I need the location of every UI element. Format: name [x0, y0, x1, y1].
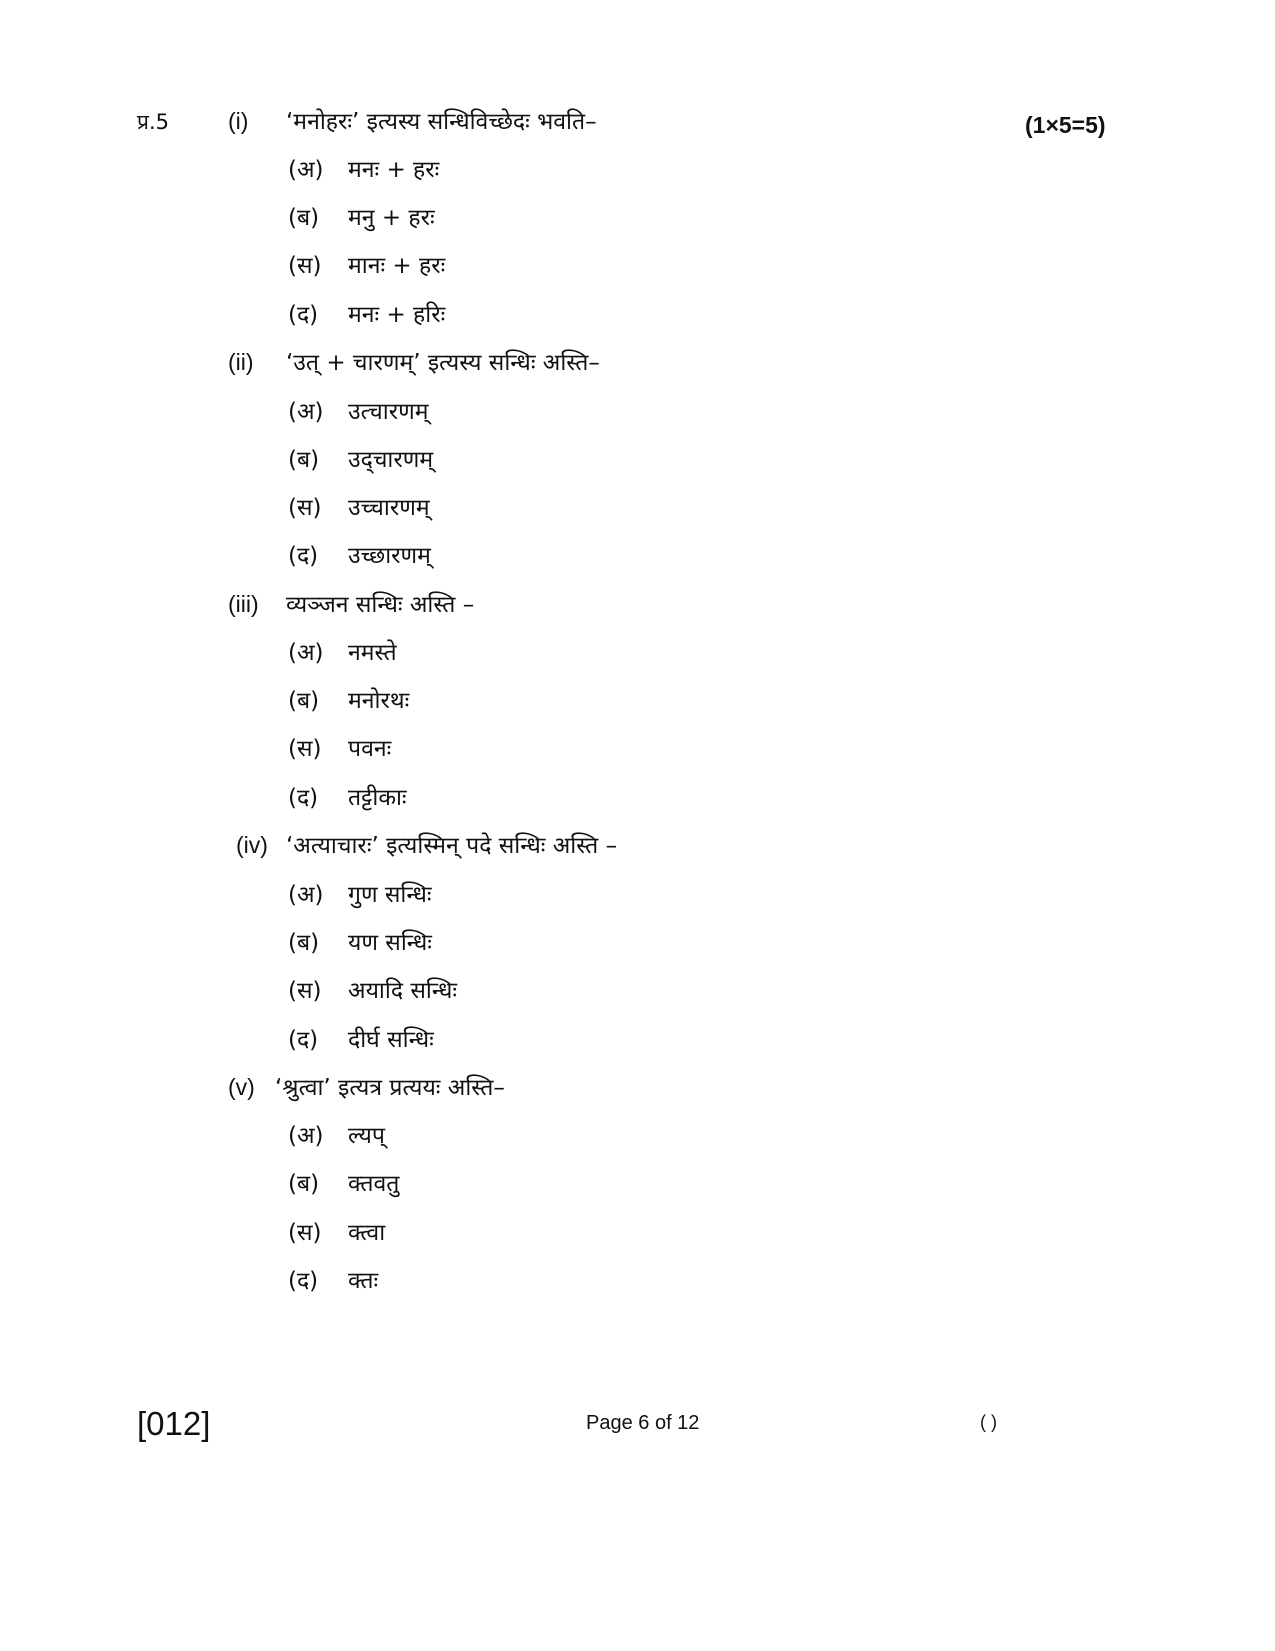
option-text: यण सन्धिः: [348, 930, 432, 956]
option-label: (स): [288, 253, 322, 279]
option-item: [288, 152, 439, 184]
option-label: (अ): [288, 882, 324, 908]
option-item: [288, 683, 409, 715]
option-text: मनोरथः: [348, 688, 410, 714]
option-label: (अ): [288, 1123, 324, 1149]
option-text: क्त्वा: [348, 1220, 386, 1246]
option-label: (द): [288, 302, 319, 328]
option-item: [288, 1215, 385, 1247]
subquestion-text: ‘अत्याचारः’ इत्यस्मिन् पदे सन्धिः अस्ति –: [286, 833, 618, 859]
option-text: उद्चारणम्: [348, 447, 434, 473]
option-label: (ब): [288, 205, 320, 231]
subquestion-3: [228, 587, 474, 619]
option-label: (द): [288, 785, 319, 811]
paper-code: [012]: [137, 1405, 211, 1442]
subquestion-number: (iv): [236, 832, 268, 858]
option-label: (अ): [288, 157, 324, 183]
option-item: [288, 1166, 399, 1198]
page-number: Page 6 of 12: [586, 1412, 700, 1434]
option-text: क्तवतु: [348, 1171, 400, 1197]
option-item: [288, 973, 457, 1005]
option-text: उच्चारणम्: [348, 495, 430, 521]
option-text: नमस्ते: [348, 640, 397, 666]
option-item: [288, 1022, 434, 1054]
option-label: (स): [288, 978, 322, 1004]
option-text: मनः + हरिः: [348, 302, 446, 328]
option-text: उत्चारणम्: [348, 399, 429, 425]
subquestion-5: [228, 1070, 505, 1102]
option-item: [288, 731, 391, 763]
option-text: पवनः: [348, 736, 392, 762]
option-item: [288, 442, 433, 474]
option-label: (द): [288, 1268, 319, 1294]
option-text: उच्छारणम्: [348, 543, 431, 569]
subquestion-1: [228, 104, 597, 136]
subquestion-text: व्यञ्जन सन्धिः अस्ति –: [286, 592, 475, 618]
subquestion-text: ‘श्रुत्वा’ इत्यत्र प्रत्ययः अस्ति–: [275, 1075, 505, 1101]
option-label: (स): [288, 736, 322, 762]
option-item: [288, 538, 431, 570]
option-item: [288, 490, 430, 522]
subquestion-number: (ii): [228, 349, 254, 375]
option-label: (ब): [288, 447, 320, 473]
option-label: (अ): [288, 399, 324, 425]
option-label: (द): [288, 543, 319, 569]
option-text: दीर्घ सन्धिः: [348, 1027, 434, 1053]
option-text: अयादि सन्धिः: [348, 978, 458, 1004]
marks-allocation: (1×5=5): [1025, 112, 1106, 138]
option-item: [288, 780, 407, 812]
option-text: गुण सन्धिः: [348, 882, 432, 908]
subquestion-text: ‘उत् + चारणम्’ इत्यस्य सन्धिः अस्ति–: [286, 350, 600, 376]
option-item: [288, 877, 432, 909]
option-text: ल्यप्: [348, 1123, 385, 1149]
option-label: (द): [288, 1027, 319, 1053]
option-label: (ब): [288, 930, 320, 956]
option-label: (ब): [288, 688, 320, 714]
subquestion-number: (v): [228, 1074, 255, 1100]
option-label: (अ): [288, 640, 324, 666]
option-item: [288, 1118, 385, 1150]
question-number: प्र.5: [137, 110, 169, 134]
option-text: तट्टीकाः: [348, 785, 407, 811]
option-text: मानः + हरः: [348, 253, 446, 279]
subquestion-number: (iii): [228, 591, 259, 617]
option-item: [288, 1263, 378, 1295]
option-text: मनु + हरः: [348, 205, 435, 231]
option-label: (ब): [288, 1171, 320, 1197]
option-item: [288, 394, 429, 426]
option-label: (स): [288, 1220, 322, 1246]
option-text: क्तः: [348, 1268, 379, 1294]
subquestion-4: [236, 828, 617, 860]
option-label: (स): [288, 495, 322, 521]
footer-parentheses: ( ): [980, 1412, 997, 1432]
option-text: मनः + हरः: [348, 157, 440, 183]
option-item: [288, 200, 435, 232]
option-item: [288, 635, 397, 667]
subquestion-number: (i): [228, 108, 249, 134]
option-item: [288, 925, 432, 957]
option-item: [288, 248, 445, 280]
subquestion-2: [228, 345, 600, 377]
option-item: [288, 297, 445, 329]
subquestion-text: ‘मनोहरः’ इत्यस्य सन्धिविच्छेदः भवति–: [286, 109, 597, 135]
